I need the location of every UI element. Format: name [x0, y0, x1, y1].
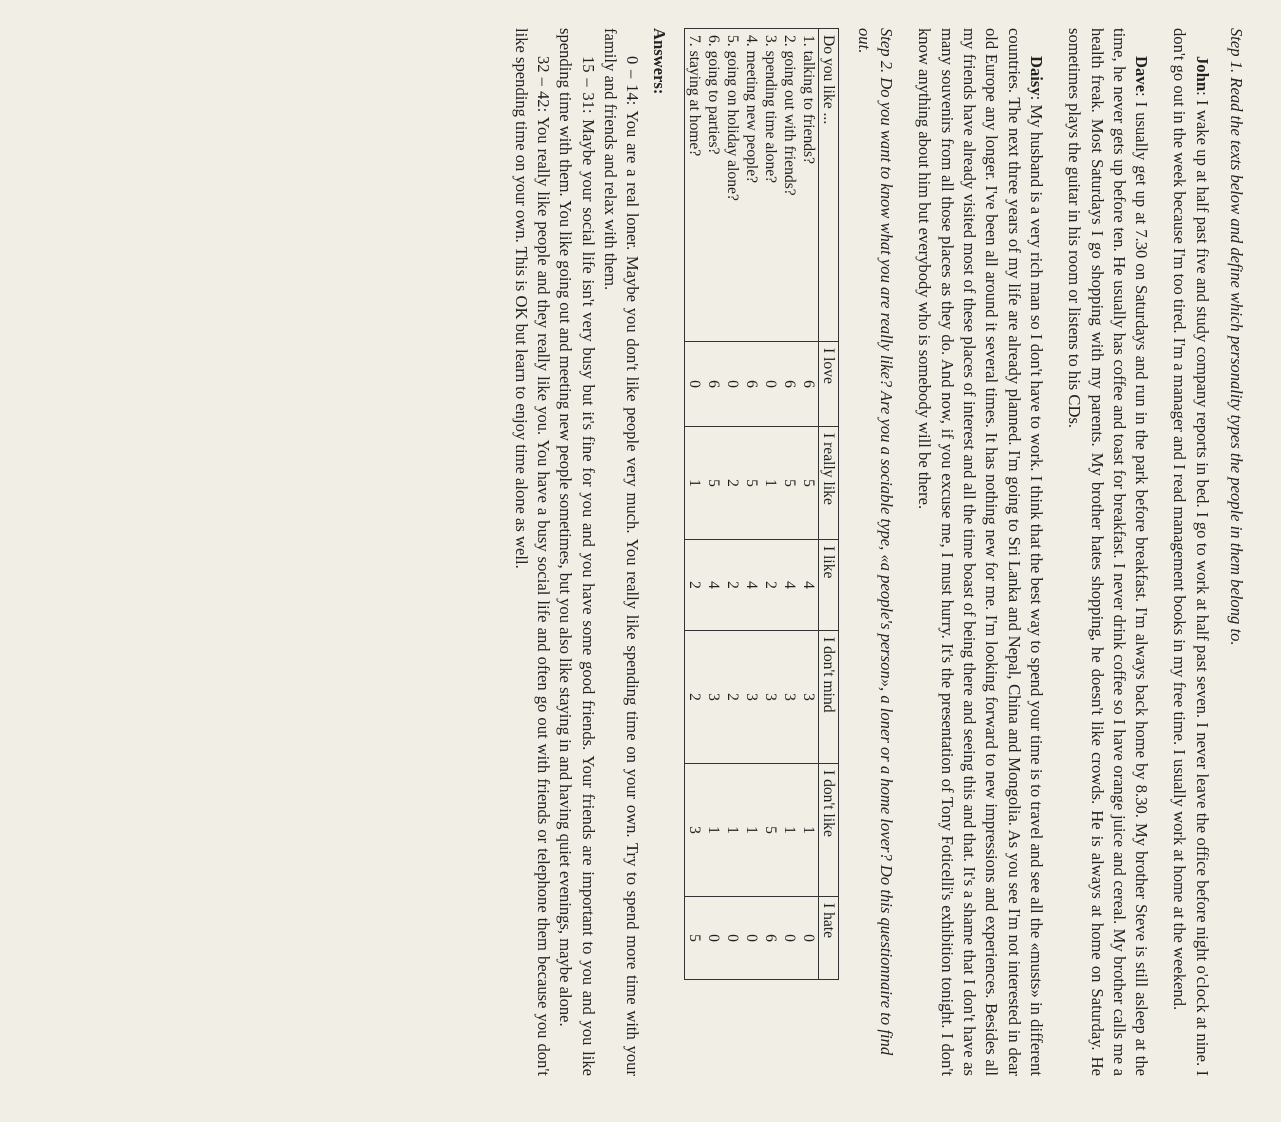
- score-cell: 0: [723, 897, 742, 980]
- table-row: [780, 29, 799, 980]
- answer-paragraph: 0 – 14: You are a real loner. Maybe you don't like people very much. You really like spending time on your own. Try to spend more time with your family and friends and relax with them.: [600, 28, 643, 1076]
- speaker-name: Dave: [1132, 56, 1152, 92]
- score-cell: 0: [684, 342, 704, 427]
- score-cell: 0: [761, 342, 780, 427]
- score-cell: 5: [742, 427, 761, 540]
- table-row: [723, 29, 742, 980]
- score-cell: 2: [684, 540, 704, 631]
- score-cell: 3: [684, 764, 704, 897]
- score-cell: 2: [684, 631, 704, 764]
- speaker-text: My husband is a very rich man so I don't have to work. I think that the best way to spend your time is to travel and see all the «musts» in different countries. The next three years of my life are already planned. I'm going to Sri Lanka and Nepal, China and Mongolia. As you see I'm not interested in dear old Europe any longer. I've been all around it several times. It has nothing new for me. I'm looking forward to new impressions and experiences. Besides all my friends have already visited most of these places of interest and all the time boast of being there and seeing this and that. It's a shame that I don't have as many souvenirs from all those places as they do. And now, if you excuse me, I must hurry. It's the presentation of Tony Foticelli's exhibition tonight. I don't know anything about him but everybody who is somebody will be there.: [915, 28, 1046, 1076]
- score-cell: 0: [704, 897, 723, 980]
- score-cell: 3: [704, 631, 723, 764]
- score-cell: 0: [742, 897, 761, 980]
- answer-paragraph: 32 – 42: You really like people and they really like you. You have a busy social life and often go out with friends or telephone them because you don't like spending time on your own. This is OK but learn to enjoy time alone as well.: [511, 28, 554, 1076]
- table-header-row: [818, 29, 838, 980]
- score-cell: 2: [761, 540, 780, 631]
- score-cell: 0: [723, 342, 742, 427]
- score-cell: 4: [799, 540, 819, 631]
- score-cell: 1: [723, 764, 742, 897]
- score-cell: 5: [684, 897, 704, 980]
- speaker-text: I usually get up at 7.30 on Saturdays and run in the park before breakfast. I'm always back home by 8.30. My brother Steve is still asleep at the time, he never gets up before ten. He usually has coffee and toast for breakfast. I never drink coffee so I have orange juice and cereal. My brother calls me a health freak. Most Saturdays I go shopping with my parents. My brother hates shopping, he doesn't like crowds. He is always at home on Saturday. He sometimes plays the guitar in his room or listens to his CDs.: [1065, 28, 1152, 1076]
- score-cell: 1: [780, 764, 799, 897]
- score-cell: 4: [704, 540, 723, 631]
- score-cell: 2: [723, 427, 742, 540]
- table-row: [704, 29, 723, 980]
- score-cell: 5: [799, 427, 819, 540]
- header-cell: I love: [818, 342, 838, 427]
- score-cell: 5: [761, 764, 780, 897]
- score-cell: 0: [799, 897, 819, 980]
- question-cell: 5. going on holiday alone?: [723, 29, 742, 342]
- speaker-name: Daisy: [1026, 56, 1046, 96]
- score-cell: 4: [780, 540, 799, 631]
- score-cell: 1: [761, 427, 780, 540]
- table-row: [684, 29, 704, 980]
- score-cell: 3: [780, 631, 799, 764]
- score-cell: 1: [684, 427, 704, 540]
- score-cell: 6: [704, 342, 723, 427]
- score-cell: 2: [723, 540, 742, 631]
- header-cell: Do you like ...: [818, 29, 838, 342]
- table-row: [799, 29, 819, 980]
- step2-instruction: Step 2. Do you want to know what you are really like? Are you a sociable type, «a people's person», a loner or a home lover? Do this questionnaire to find out.: [854, 28, 897, 1056]
- score-cell: 3: [799, 631, 819, 764]
- header-cell: I don't like: [818, 764, 838, 897]
- score-cell: 1: [704, 764, 723, 897]
- score-cell: 2: [723, 631, 742, 764]
- answer-paragraph: 15 – 31: Maybe your social life isn't very busy but it's fine for you and you have some good friends. Your friends are important to you and you like spending time with them. You like going out and meeting new people sometimes, but you also like staying in and having quiet evenings, maybe alone.: [556, 28, 598, 1076]
- table-row: [742, 29, 761, 980]
- text-dave: Dave: I usually get up at 7.30 on Saturdays and run in the park before breakfast. I'm always back home by 8.30. My brother Steve is still asleep at the time, he never gets up before ten. He usually has coffee and toast for breakfast. I never drink coffee so I have orange juice and cereal. My brother calls me a health freak. Most Saturdays I go shopping with my parents. My brother hates shopping, he doesn't like crowds. He is always at home on Saturday. He sometimes plays the guitar in his room or listens to his CDs.: [1065, 28, 1152, 1076]
- header-cell: I like: [818, 540, 838, 631]
- score-cell: 0: [780, 897, 799, 980]
- score-cell: 1: [799, 764, 819, 897]
- text-daisy: Daisy: My husband is a very rich man so I don't have to work. I think that the best way to spend your time is to travel and see all the «musts» in different countries. The next three years of my life are already planned. I'm going to Sri Lanka and Nepal, China and Mongolia. As you see I'm not interested in dear old Europe any longer. I've been all around it several times. It has nothing new for me. I'm looking forward to new impressions and experiences. Besides all my friends have already visited most of these places of interest and all the time boast of being there and seeing this and that. It's a shame that I don't have as many souvenirs from all those places as they do. And now, if you excuse me, I must hurry. It's the presentation of Tony Foticelli's exhibition tonight. I don't know anything about him but everybody who is somebody will be there.: [915, 28, 1046, 1076]
- question-cell: 2. going out with friends?: [780, 29, 799, 342]
- score-cell: 3: [742, 631, 761, 764]
- questionnaire-table: [684, 28, 839, 980]
- question-cell: 4. meeting new people?: [742, 29, 761, 342]
- question-cell: 6. going to parties?: [704, 29, 723, 342]
- score-cell: 5: [704, 427, 723, 540]
- score-cell: 3: [761, 631, 780, 764]
- speaker-name: John: [1192, 56, 1212, 92]
- score-cell: 5: [780, 427, 799, 540]
- answers-heading: Answers:: [649, 28, 669, 95]
- question-cell: 3. spending time alone?: [761, 29, 780, 342]
- header-cell: I really like: [818, 427, 838, 540]
- header-cell: I hate: [818, 897, 838, 980]
- score-cell: 6: [761, 897, 780, 980]
- header-cell: I don't mind: [818, 631, 838, 764]
- text-john: John: I wake up at half past five and study company reports in bed. I go to work at half past seven. I never leave the office before night o'clock at nine. I don't go out in the week because I'm too tired. I'm a manager and I read management books in my free time. I usually work at home at the weekend.: [1170, 28, 1212, 1076]
- question-cell: 1. talking to friends?: [799, 29, 819, 342]
- table-row: [761, 29, 780, 980]
- score-cell: 4: [742, 540, 761, 631]
- score-cell: 6: [780, 342, 799, 427]
- score-cell: 1: [742, 764, 761, 897]
- question-cell: 7. staying at home?: [684, 29, 704, 342]
- score-cell: 6: [742, 342, 761, 427]
- speaker-text: I wake up at half past five and study company reports in bed. I go to work at half past seven. I never leave the office before night o'clock at nine. I don't go out in the week because I'm too tired. I'm a manager and I read management books in my free time. I usually work at home at the weekend.: [1170, 28, 1212, 1076]
- step1-instruction: Step 1. Read the texts below and define which personality types the people in them belong to.: [1227, 28, 1246, 646]
- score-cell: 6: [799, 342, 819, 427]
